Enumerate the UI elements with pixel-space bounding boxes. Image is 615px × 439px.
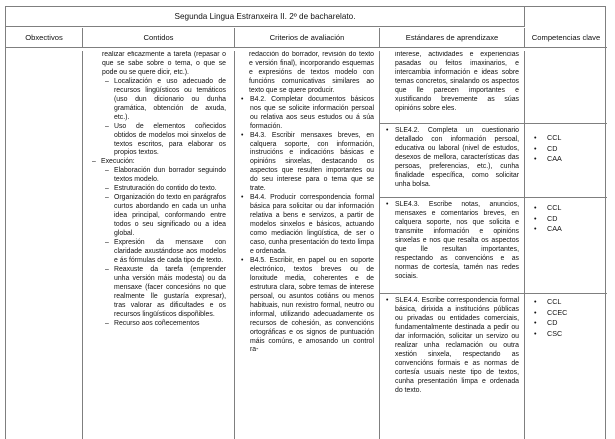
row-divider bbox=[525, 123, 607, 124]
estandares-column bbox=[380, 51, 525, 439]
estandar-item: • SLE4.3. Escribe notas, anuncios, mensaxes e comentarios breves, en calquera soporte, nos que solicita e transmite información e opinións sinxelas e nos que resalta os aspectos que lle resultan importantes, respectando as convencións e as normas de cortesía, tamén nas redes sociais. bbox=[386, 201, 519, 282]
competencia-item: • CAA bbox=[525, 224, 607, 235]
competencia-item: • CD bbox=[525, 144, 607, 155]
contido-item: – Estruturación do contido do texto. bbox=[102, 185, 226, 194]
competencias-column bbox=[525, 51, 607, 439]
contidos-column bbox=[83, 51, 235, 439]
contido-item: – Reaxuste da tarefa (emprender unha versión máis modesta) ou da mensaxe (facer concesións no que realmente lle gustaría expresar), tras valorar as dificultades e os recursos lingüísticos dispoñibles. bbox=[102, 266, 226, 320]
competencia-item: • CSC bbox=[525, 329, 607, 340]
row-divider bbox=[525, 293, 607, 294]
header-competencias: Competencias clave bbox=[525, 28, 607, 48]
competencia-item: • CCL bbox=[525, 203, 607, 214]
estandar-item: interese, actividades e experiencias pasadas ou feitos imaxinarios, e intercambia información e ideas sobre temas concretos, sinalando os aspectos que lle parecen importantes e xustificando brevemente as súas opinións sobre eles. bbox=[395, 51, 519, 112]
competencia-item: • CCEC bbox=[525, 308, 607, 319]
obxectivos-column bbox=[6, 51, 83, 439]
competencia-item: • CD bbox=[525, 214, 607, 225]
competencias-list bbox=[525, 133, 607, 165]
row-divider bbox=[380, 293, 524, 294]
row-divider bbox=[380, 197, 524, 198]
header-estandares: Estándares de aprendizaxe bbox=[380, 28, 525, 48]
competencia-item: • CAA bbox=[525, 154, 607, 165]
row-divider bbox=[380, 123, 524, 124]
contido-item: – Localización e uso adecuado de recursos lingüísticos ou temáticos (uso dun dicionario ou dunha gramática, obtención de axuda, etc.). bbox=[102, 78, 226, 123]
contido-item: – Elaboración dun borrador seguindo textos modelo. bbox=[102, 167, 226, 185]
criterios-column bbox=[235, 51, 380, 439]
contido-item: – Uso de elementos coñecidos obtidos de modelos moi sinxelos de textos escritos, para elaborar os propios textos. bbox=[102, 123, 226, 159]
competencias-list bbox=[525, 297, 607, 339]
contido-item: – Organización do texto en parágrafos curtos abordando en cada un unha idea principal, conformando entre todos o seu significado ou a idea global. bbox=[102, 194, 226, 239]
competencias-list bbox=[525, 203, 607, 235]
header-contidos: Contidos bbox=[83, 28, 235, 48]
curriculum-table bbox=[5, 6, 606, 439]
competencia-item: • CCL bbox=[525, 297, 607, 308]
competencia-item: • CD bbox=[525, 318, 607, 329]
criterio-item: • B4.5. Escribir, en papel ou en soporte electrónico, textos breves ou de lonxitude media, coherentes e de estrutura clara, sobre temas de interese persoal, ou asuntos cotiáns ou menos habituais, nun rexistro formal, neutro ou informal, utilizando adecuadamente os recursos de cohesión, as convencións ortográficas e os signos de puntuación máis comúns, e amosando un control ra- bbox=[241, 257, 374, 355]
contido-item: – Recurso aos coñecementos bbox=[102, 320, 226, 329]
estandar-item: • SLE4.2. Completa un cuestionario detallado con información persoal, educativa ou laboral (nivel de estudos, desexos de mellora, características das persoas, preferencias, etc.), cunha finalidade específica, como solicitar unha bolsa. bbox=[386, 127, 519, 190]
contido-item: – Expresión da mensaxe con claridade axustándose aos modelos e ás fórmulas de cada tipo de texto. bbox=[102, 239, 226, 266]
header-criterios: Criterios de avaliación bbox=[235, 28, 380, 48]
competencia-item: • CCL bbox=[525, 133, 607, 144]
criterio-item: • B4.4. Producir correspondencia formal básica para solicitar ou dar información relativa a bens e servizos, a partir de modelos sinxelos e básicos, actuando como mediación lingüística, de ser o caso, cunha presentación do texto limpa e ordenada. bbox=[241, 194, 374, 257]
estandar-item: • SLE4.4. Escribe correspondencia formal básica, dirixida a institucións públicas ou privadas ou entidades comerciais, fundamentalmente destinada a pedir ou dar información, solicitar un servizo ou realizar unha reclamación ou outra xestión sinxela, respectando as convencións formais e as normas de cortesía usuais neste tipo de textos, cunha presentación limpa e ordenada do texto. bbox=[386, 297, 519, 395]
row-divider bbox=[525, 197, 607, 198]
criterio-item: • B4.3. Escribir mensaxes breves, en calquera soporte, con información, instrucións e indicacións básicas e opinións sinxelas, destacando os aspectos que resulten importantes ou do seu interese para o tema que se trate. bbox=[241, 132, 374, 195]
criterio-item: redacción do borrador, revisión do texto e versión final), incorporando esquemas e expresións de textos modelo con funcións comunicativas similares ao texto que se quere producir. bbox=[249, 51, 374, 94]
header-obxectivos: Obxectivos bbox=[6, 28, 83, 48]
contido-heading: – Execución: bbox=[89, 158, 226, 167]
criterio-item: • B4.2. Completar documentos básicos nos que se solicite información persoal ou relativa aos seus estudos ou á súa formación. bbox=[241, 96, 374, 132]
table-title: Segunda Lingua Estranxeira II. 2º de bacharelato. bbox=[6, 7, 525, 27]
contido-item: realizar eficazmente a tarefa (repasar o que se sabe sobre o tema, o que se pode ou se quere dicir, etc.). bbox=[102, 51, 226, 76]
